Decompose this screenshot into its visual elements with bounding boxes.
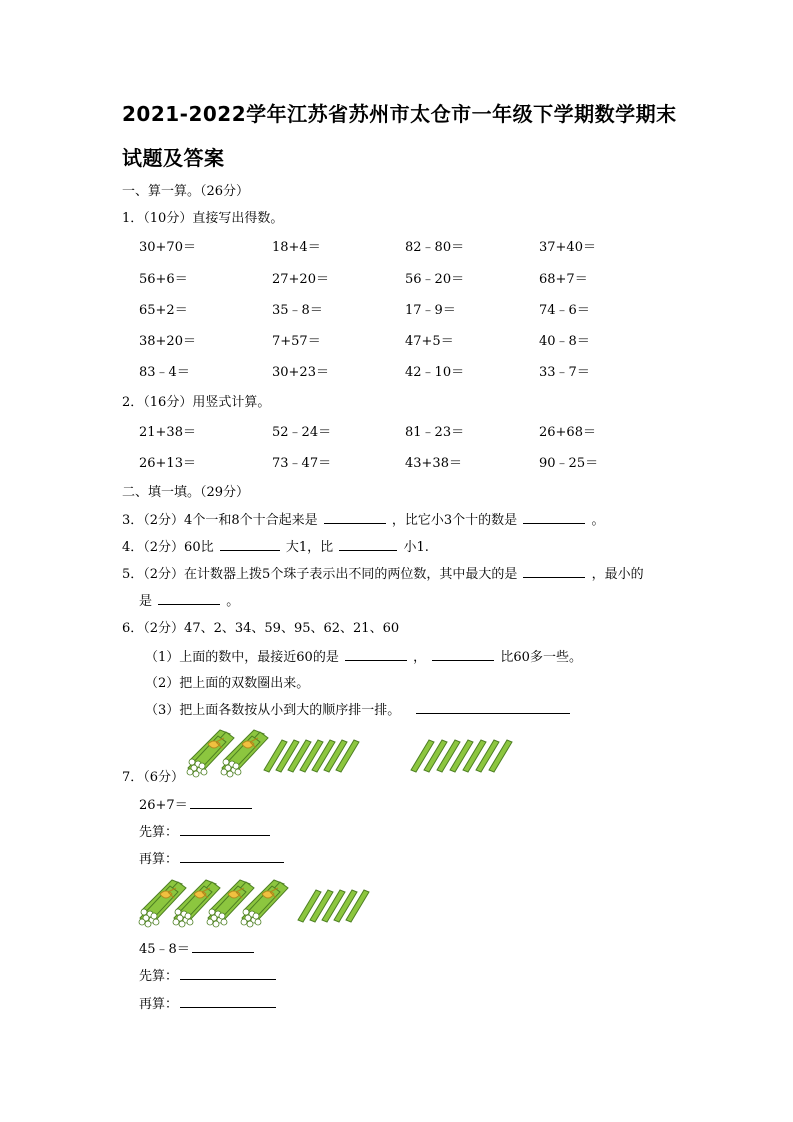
q6-sub1-text-2: ， bbox=[413, 650, 427, 665]
q1-item: 30+70＝ bbox=[139, 240, 196, 255]
q1-item: 38+20＝ bbox=[139, 334, 196, 349]
q3-text-1: 3．（2分）4个一和8个十合起来是 bbox=[122, 513, 318, 528]
q6-answer-blank-1[interactable] bbox=[345, 648, 407, 661]
q1-item: 33﹣7＝ bbox=[539, 365, 590, 380]
q1-item: 18+4＝ bbox=[272, 240, 321, 255]
q7-label: 7．（6分） bbox=[122, 770, 185, 785]
q1-item: 30+23＝ bbox=[272, 365, 329, 380]
q5-text-4: 。 bbox=[226, 594, 240, 609]
q7-sticks-illustration-2 bbox=[138, 872, 378, 930]
q1-item: 7+57＝ bbox=[272, 334, 321, 349]
q5-text-3: 是 bbox=[139, 594, 153, 609]
q2-item: 52﹣24＝ bbox=[272, 425, 332, 440]
q2-item: 21+38＝ bbox=[139, 425, 196, 440]
q7-expr1-line bbox=[139, 794, 254, 813]
q1-item: 82﹣80＝ bbox=[405, 240, 465, 255]
q7-answer-blank-5[interactable] bbox=[180, 967, 276, 980]
q7-expr2: 45﹣8＝ bbox=[139, 942, 190, 957]
page-title-line2: 试题及答案 bbox=[122, 146, 225, 170]
section1-heading: 一、算一算。（26分） bbox=[122, 184, 250, 199]
q7-then1-line bbox=[139, 848, 286, 867]
q2-item: 26+68＝ bbox=[539, 425, 596, 440]
single-sticks-icon bbox=[264, 740, 359, 772]
section2-heading: 二、填一填。（29分） bbox=[122, 485, 250, 500]
page-title-line1: 2021-2022学年江苏省苏州市太仓市一年级下学期数学期末 bbox=[122, 102, 677, 126]
q2-item: 81﹣23＝ bbox=[405, 425, 465, 440]
q7-sticks-illustration-1 bbox=[186, 722, 531, 780]
q7-first2: 先算： bbox=[139, 969, 179, 984]
q5-line1 bbox=[122, 563, 644, 582]
q4-answer-blank-1[interactable] bbox=[220, 538, 280, 551]
q1-item: 40﹣8＝ bbox=[539, 334, 590, 349]
q6-sub1 bbox=[145, 646, 582, 665]
q6-answer-blank-2[interactable] bbox=[432, 648, 494, 661]
q7-answer-blank-4[interactable] bbox=[192, 940, 254, 953]
q1-item: 68+7＝ bbox=[539, 272, 588, 287]
q3-line bbox=[122, 509, 604, 528]
q7-answer-blank-2[interactable] bbox=[180, 823, 270, 836]
q1-item: 47+5＝ bbox=[405, 334, 454, 349]
q7-first2-line bbox=[139, 965, 278, 984]
q5-text-1: 5．（2分）在计数器上拨5个珠子表示出不同的两位数，其中最大的是 bbox=[122, 567, 518, 582]
q4-text-2: 大1，比 bbox=[285, 540, 334, 555]
q6-sub1-text-3: 比60多一些。 bbox=[500, 650, 582, 665]
q1-item: 74﹣6＝ bbox=[539, 303, 590, 318]
q5-text-2: ，最小的 bbox=[591, 567, 644, 582]
q7-first1-line bbox=[139, 821, 272, 840]
q6-label: 6．（2分）47、2、34、59、95、62、21、60 bbox=[122, 621, 400, 636]
q7-answer-blank-6[interactable] bbox=[180, 995, 276, 1008]
q3-text-3: 。 bbox=[591, 513, 605, 528]
q6-sub3 bbox=[145, 699, 572, 718]
q1-item: 27+20＝ bbox=[272, 272, 329, 287]
q3-text-2: ，比它小3个十的数是 bbox=[391, 513, 518, 528]
q4-answer-blank-2[interactable] bbox=[339, 538, 397, 551]
q6-sub3-text: （3）把上面各数按从小到大的顺序排一排。 bbox=[145, 703, 401, 718]
q2-item: 73﹣47＝ bbox=[272, 456, 332, 471]
q1-item: 65+2＝ bbox=[139, 303, 188, 318]
q7-then2-line bbox=[139, 993, 278, 1012]
single-sticks-icon bbox=[298, 890, 369, 922]
q7-expr2-line bbox=[139, 938, 256, 957]
q2-item: 43+38＝ bbox=[405, 456, 462, 471]
q1-item: 83﹣4＝ bbox=[139, 365, 190, 380]
q4-text-3: 小1. bbox=[403, 540, 429, 555]
q1-item: 56+6＝ bbox=[139, 272, 188, 287]
q1-label: 1．（10分）直接写出得数。 bbox=[122, 211, 284, 226]
q7-then1: 再算： bbox=[139, 852, 179, 867]
q2-item: 90﹣25＝ bbox=[539, 456, 599, 471]
q1-item: 37+40＝ bbox=[539, 240, 596, 255]
q5-answer-blank-2[interactable] bbox=[158, 592, 220, 605]
q5-line2 bbox=[139, 590, 239, 609]
q3-answer-blank-2[interactable] bbox=[523, 511, 585, 524]
q1-item: 42﹣10＝ bbox=[405, 365, 465, 380]
q6-sub2: （2）把上面的双数圈出来。 bbox=[145, 676, 310, 691]
q6-answer-blank-3[interactable] bbox=[416, 701, 570, 714]
q7-then2: 再算： bbox=[139, 997, 179, 1012]
q7-expr1: 26+7＝ bbox=[139, 798, 188, 813]
q7-answer-blank-1[interactable] bbox=[190, 796, 252, 809]
q2-item: 26+13＝ bbox=[139, 456, 196, 471]
q7-answer-blank-3[interactable] bbox=[180, 850, 284, 863]
q6-sub1-text-1: （1）上面的数中，最接近60的是 bbox=[145, 650, 339, 665]
single-sticks-icon bbox=[411, 740, 512, 772]
q4-text-1: 4．（2分）60比 bbox=[122, 540, 214, 555]
q1-item: 17﹣9＝ bbox=[405, 303, 456, 318]
q3-answer-blank-1[interactable] bbox=[324, 511, 386, 524]
q7-first1: 先算： bbox=[139, 825, 179, 840]
q4-line bbox=[122, 536, 429, 555]
q5-answer-blank-1[interactable] bbox=[523, 565, 585, 578]
q1-item: 56﹣20＝ bbox=[405, 272, 465, 287]
q1-item: 35﹣8＝ bbox=[272, 303, 323, 318]
q2-label: 2．（16分）用竖式计算。 bbox=[122, 395, 271, 410]
